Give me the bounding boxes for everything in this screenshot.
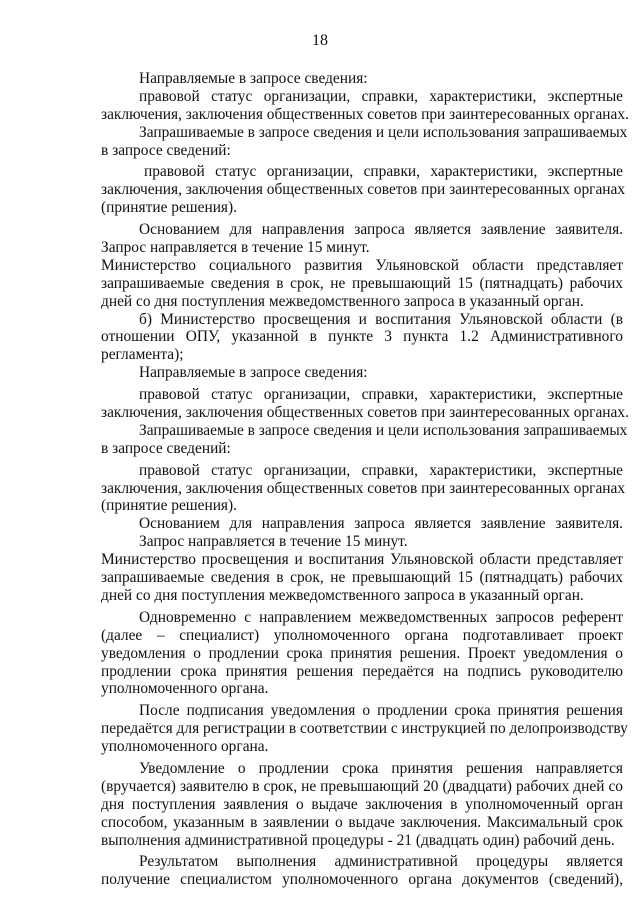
text-line: дня поступления заявления о выдаче заключения в уполномоченный орган (101, 795, 623, 813)
text-line: После подписания уведомления о продлении срока принятия решения (139, 702, 623, 720)
text-line: Основанием для направления запроса является заявление заявителя. (139, 221, 623, 239)
document-body (101, 70, 629, 889)
text-line: Одновременно с направлением межведомственных запросов референт (139, 608, 623, 626)
text-line: заключения, заключения общественных советов при заинтересованных органах. (101, 105, 629, 123)
text-line: Министерство просвещения и воспитания Ульяновской области представляет (101, 551, 623, 569)
text-line: в запросе сведений: (101, 439, 231, 457)
text-line: заключения, заключения общественных советов при заинтересованных органах. (101, 404, 629, 422)
text-line: правовой статус организации, справки, характеристики, экспертные (139, 386, 623, 404)
text-line: (далее ‒ специалист) уполномоченного органа подготавливает проект (101, 626, 623, 644)
text-line: Основанием для направления запроса является заявление заявителя. (139, 515, 623, 533)
text-line: отношении ОПУ, указанной в пункте 3 пункта 1.2 Административного (101, 328, 623, 346)
page-number: 18 (312, 32, 328, 49)
text-line: Запрос направляется в течение 15 минут. (139, 533, 408, 551)
text-line: (принятие решения). (101, 497, 237, 515)
text-line: Министерство социального развития Ульяновской области представляет (101, 256, 623, 274)
text-line: заключения, заключения общественных советов при заинтересованных органах (101, 479, 626, 497)
text-line: продлении срока принятия решения передаётся на подпись руководителю (101, 662, 623, 680)
text-line: дней со дня поступления межведомственного запроса в указанный орган. (101, 586, 584, 604)
text-line: б) Министерство просвещения и воспитания Ульяновской области (в (139, 310, 623, 328)
text-line: Уведомление о продлении срока принятия решения направляется (139, 759, 623, 777)
text-line: уполномоченного органа. (101, 680, 269, 698)
text-line: в запросе сведений: (101, 141, 231, 159)
text-line: Запрашиваемые в запросе сведения и цели использования запрашиваемых (139, 123, 628, 141)
text-line: способом, указанным в заявлении о выдаче заключения. Максимальный срок (101, 813, 623, 831)
text-line: правовой статус организации, справки, характеристики, экспертные (139, 87, 623, 105)
text-line: уведомления о продлении срока принятия решения. Проект уведомления о (101, 644, 623, 662)
text-line: правовой статус организации, справки, характеристики, экспертные (139, 461, 623, 479)
text-line: регламента); (101, 346, 184, 364)
text-line: Запрашиваемые в запросе сведения и цели использования запрашиваемых (139, 421, 628, 439)
text-line: (принятие решения). (101, 199, 237, 217)
text-line: запрашиваемые сведения в срок, не превышающий 15 (пятнадцать) рабочих (101, 274, 623, 292)
text-line: (вручается) заявителю в срок, не превышающий 20 (двадцати) рабочих дней со (101, 777, 623, 795)
text-line: Направляемые в запросе сведения: (139, 364, 368, 382)
text-line: уполномоченного органа. (101, 738, 269, 756)
text-line: правовой статус организации, справки, характеристики, экспертные (144, 163, 623, 181)
text-line: запрашиваемые сведения в срок, не превышающий 15 (пятнадцать) рабочих (101, 569, 623, 587)
text-line: передаётся для регистрации в соответствии с инструкцией по делопроизводству (101, 720, 628, 738)
text-line: Результатом выполнения административной процедуры является (139, 853, 623, 871)
text-line: выполнения административной процедуры - 21 (двадцать один) рабочий день. (101, 831, 615, 849)
text-line: заключения, заключения общественных советов при заинтересованных органах (101, 181, 626, 199)
text-line: дней со дня поступления межведомственного запроса в указанный орган. (101, 292, 584, 310)
text-line: получение специалистом уполномоченного органа документов (сведений), (101, 871, 623, 889)
text-line: Запрос направляется в течение 15 минут. (101, 239, 370, 257)
text-line: Направляемые в запросе сведения: (139, 70, 368, 87)
